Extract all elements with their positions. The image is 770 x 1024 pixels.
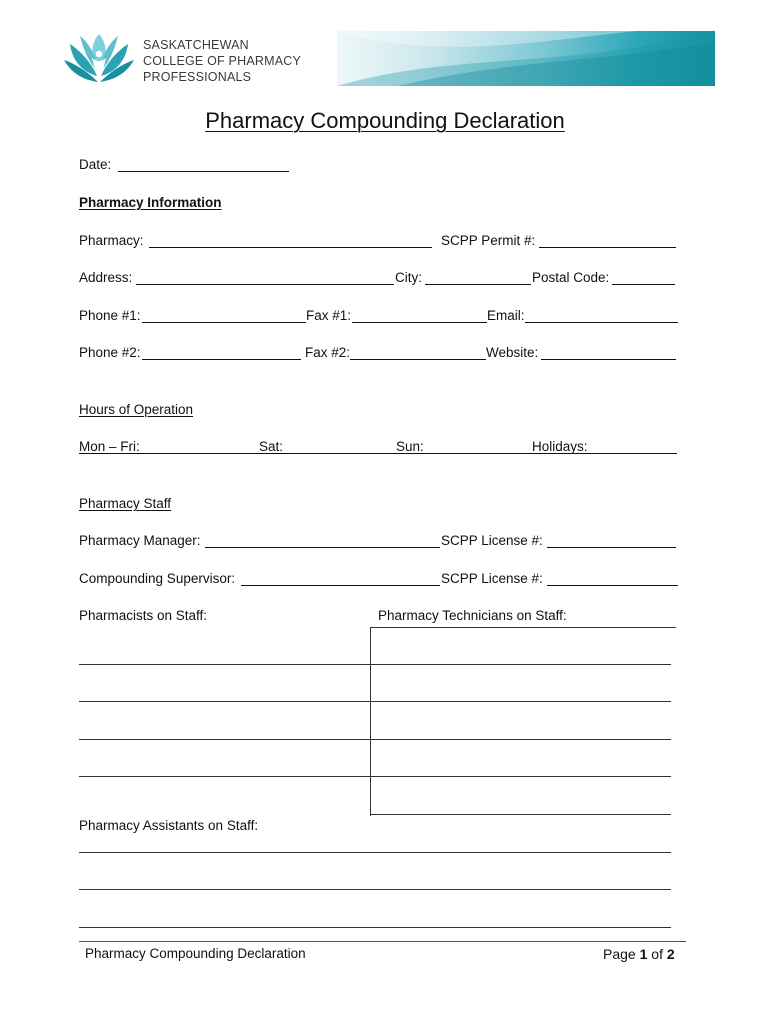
- fax2-label: Fax #2:: [305, 345, 351, 360]
- pharmacist-row-2[interactable]: [79, 701, 370, 702]
- assistant-row-2[interactable]: [79, 889, 671, 890]
- college-logo: [62, 30, 136, 86]
- org-line-3: PROFESSIONALS: [143, 70, 252, 84]
- phone1-field[interactable]: [142, 322, 306, 323]
- header-banner: [337, 31, 715, 86]
- license1-label: SCPP License #:: [441, 533, 543, 548]
- website-field[interactable]: [541, 359, 676, 360]
- footer-doc-name: Pharmacy Compounding Declaration: [85, 946, 306, 961]
- fax2-field[interactable]: [350, 359, 486, 360]
- date-field[interactable]: [118, 171, 289, 172]
- technician-row-5[interactable]: [371, 814, 671, 815]
- permit-field[interactable]: [539, 247, 676, 248]
- city-field[interactable]: [425, 284, 531, 285]
- pharmacy-info-heading: Pharmacy Information: [79, 195, 222, 210]
- address-label: Address:: [79, 270, 133, 285]
- hours-heading: Hours of Operation: [79, 402, 194, 417]
- technician-row-4[interactable]: [371, 776, 671, 777]
- phone1-label: Phone #1:: [79, 308, 141, 323]
- address-field[interactable]: [136, 284, 394, 285]
- permit-label: SCPP Permit #:: [441, 233, 536, 248]
- pharmacy-label: Pharmacy:: [79, 233, 144, 248]
- page-title: Pharmacy Compounding Declaration: [205, 108, 565, 133]
- table-divider: [370, 627, 371, 816]
- banner-swoosh: [337, 31, 715, 86]
- technician-row-1[interactable]: [371, 664, 671, 665]
- phone2-field[interactable]: [142, 359, 301, 360]
- manager-label: Pharmacy Manager:: [79, 533, 201, 548]
- page-total: 2: [666, 946, 675, 962]
- page-of: of: [651, 946, 663, 962]
- page-prefix: Page: [603, 946, 636, 962]
- pharmacists-label: Pharmacists on Staff:: [79, 608, 208, 623]
- assistant-row-3[interactable]: [79, 927, 671, 928]
- technician-row-2[interactable]: [371, 701, 671, 702]
- pharmacist-row-1[interactable]: [79, 664, 370, 665]
- fax1-label: Fax #1:: [306, 308, 352, 323]
- license1-field[interactable]: [547, 547, 676, 548]
- pharmacist-row-3[interactable]: [79, 739, 370, 740]
- email-label: Email:: [487, 308, 525, 323]
- page-indicator: [603, 946, 675, 962]
- technician-row-3[interactable]: [371, 739, 671, 740]
- supervisor-field[interactable]: [241, 585, 440, 586]
- lotus-figure-icon: [64, 34, 134, 82]
- license2-label: SCPP License #:: [441, 571, 543, 586]
- org-line-2: COLLEGE OF PHARMACY: [143, 54, 301, 68]
- email-field[interactable]: [525, 322, 678, 323]
- website-label: Website:: [486, 345, 539, 360]
- pharmacy-field[interactable]: [149, 247, 432, 248]
- manager-field[interactable]: [205, 547, 440, 548]
- technicians-label: Pharmacy Technicians on Staff:: [378, 608, 567, 623]
- org-line-1: SASKATCHEWAN: [143, 38, 249, 52]
- assistants-label: Pharmacy Assistants on Staff:: [79, 818, 259, 833]
- postal-field[interactable]: [612, 284, 675, 285]
- table-top-rule: [370, 627, 676, 628]
- pharmacist-row-4[interactable]: [79, 776, 370, 777]
- page-current: 1: [639, 946, 648, 962]
- sat-label: Sat:: [259, 439, 284, 454]
- fax1-field[interactable]: [352, 322, 487, 323]
- supervisor-label: Compounding Supervisor:: [79, 571, 236, 586]
- sun-label: Sun:: [396, 439, 424, 454]
- holidays-label: Holidays:: [532, 439, 588, 454]
- postal-label: Postal Code:: [532, 270, 610, 285]
- staff-heading: Pharmacy Staff: [79, 496, 172, 511]
- license2-field[interactable]: [547, 585, 678, 586]
- phone2-label: Phone #2:: [79, 345, 141, 360]
- assistant-row-1[interactable]: [79, 852, 671, 853]
- date-label: Date:: [79, 157, 112, 172]
- college-name: [143, 37, 301, 85]
- mon-fri-label: Mon – Fri:: [79, 439, 140, 454]
- city-label: City:: [395, 270, 422, 285]
- footer-rule: [79, 941, 686, 942]
